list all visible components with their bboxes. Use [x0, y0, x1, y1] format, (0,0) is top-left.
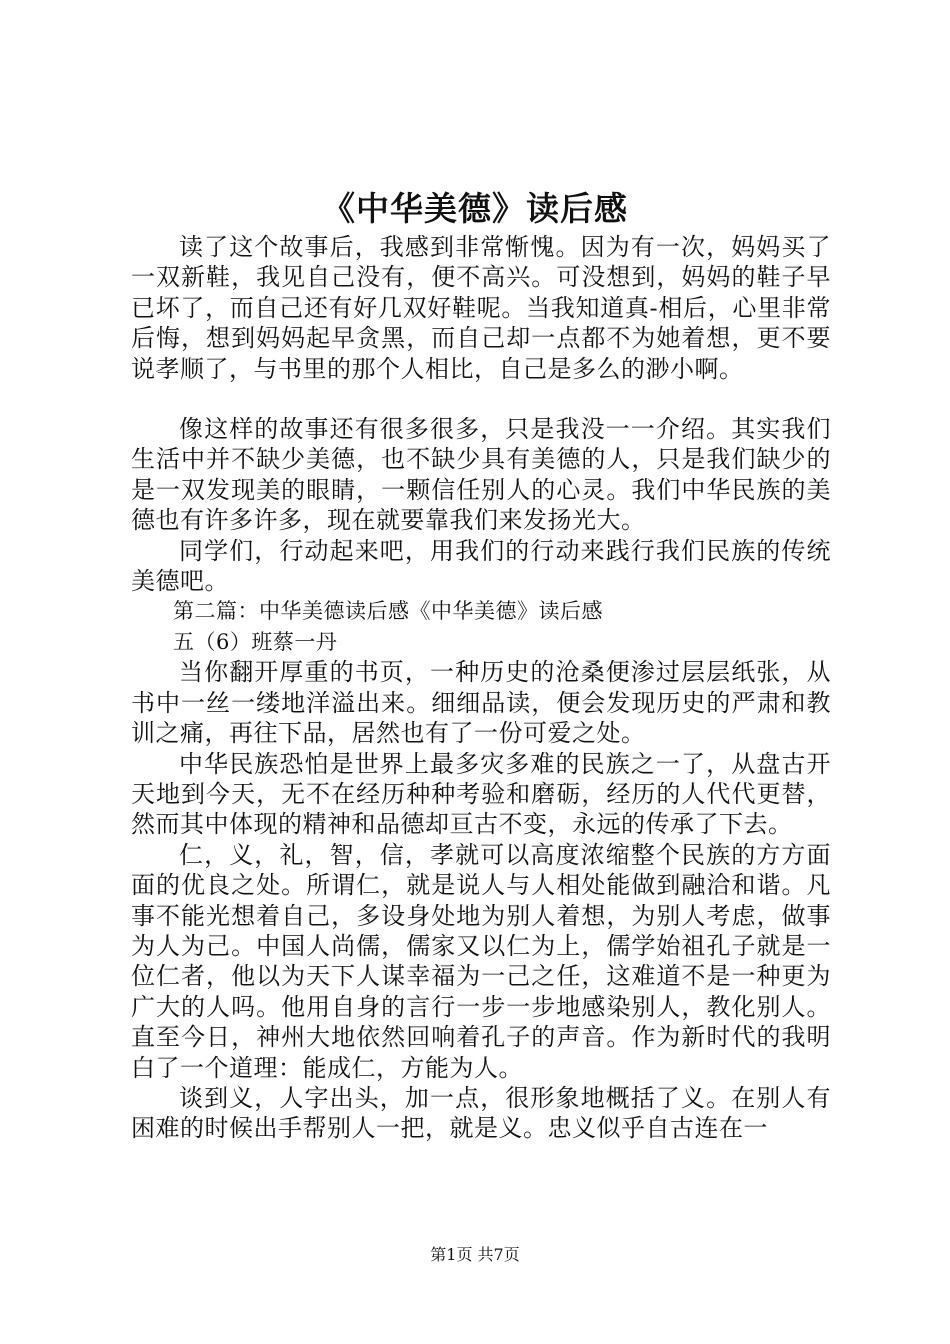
- section-heading: 第二篇：中华美德读后感《中华美德》读后感: [173, 599, 603, 624]
- author-line: 五（6）班蔡一丹: [173, 629, 338, 654]
- paragraph: 读了这个故事后，我感到非常惭愧。因为有一次，妈妈买了一双新鞋，我见自己没有，便不高兴。可没想到，妈妈的鞋子早已坏了，而自己还有好几双好鞋呢。当我知道真-相后，心里非常后悔，想到妈妈起早贪黑，而自己却一点都不为她着想，更不要说孝顺了，与书里的那个人相比，自己是多么的渺小啊。: [131, 233, 831, 383]
- paragraph: 中华民族恐怕是世界上最多灾多难的民族之一了，从盘古开天地到今天，无不在经历种种考验和磨砺，经历的人代代更替，然而其中体现的精神和品德却亘古不变，永远的传承了下去。: [131, 749, 831, 839]
- paragraph: 像这样的故事还有很多很多，只是我没一一介绍。其实我们生活中并不缺少美德，也不缺少具有美德的人，只是我们缺少的是一双发现美的眼睛，一颗信任别人的心灵。我们中华民族的美德也有许多许多，现在就要靠我们来发扬光大。: [131, 415, 831, 535]
- page-number: 第1页 共7页: [430, 1245, 520, 1264]
- paragraph: 谈到义，人字出头，加一点，很形象地概括了义。在别人有困难的时候出手帮别人一把，就是义。忠义似乎自古连在一: [131, 1083, 831, 1143]
- document-title: 《中华美德》读后感: [322, 189, 628, 228]
- paragraph: 仁，义，礼，智，信，孝就可以高度浓缩整个民族的方方面面的优良之处。所谓仁，就是说人与人相处能做到融洽和谐。凡事不能光想着自己，多设身处地为别人着想，为别人考虑，做事为人为己。中国人尚儒，儒家又以仁为上，儒学始祖孔子就是一位仁者，他以为天下人谋幸福为一己之任，这难道不是一种更为广大的人吗。他用自身的言行一步一步地感染别人，教化别人。直至今日，神州大地依然回响着孔子的声音。作为新时代的我明白了一个道理：能成仁，方能为人。: [131, 840, 831, 1082]
- paragraph: 同学们，行动起来吧，用我们的行动来践行我们民族的传统美德吧。: [131, 536, 831, 596]
- document-body: [131, 232, 831, 1144]
- paragraph: 当你翻开厚重的书页，一种历史的沧桑便渗过层层纸张，从书中一丝一缕地洋溢出来。细细品读，便会发现历史的严肃和教训之痛，再往下品，居然也有了一份可爱之处。: [131, 658, 831, 748]
